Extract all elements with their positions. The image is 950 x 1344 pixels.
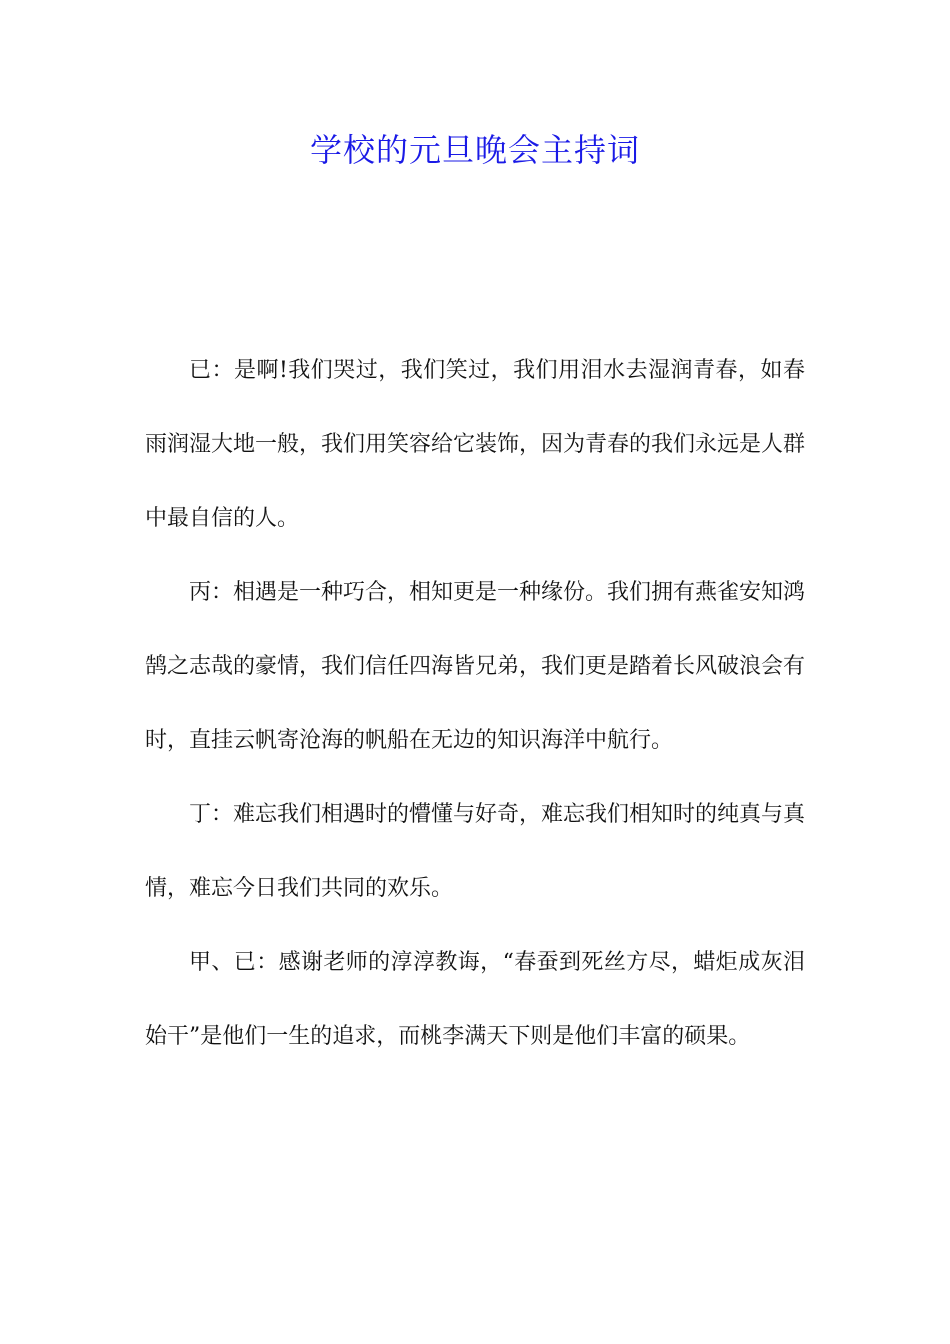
paragraph-1: 已：是啊!我们哭过，我们笑过，我们用泪水去湿润青春，如春雨润湿大地一般，我们用笑容给它装饰，因为青春的我们永远是人群中最自信的人。 [145,358,806,531]
document-body [145,334,805,1074]
document-title: 学校的元旦晚会主持词 [309,131,640,169]
paragraph-3: 丁：难忘我们相遇时的懵懂与好奇，难忘我们相知时的纯真与真情，难忘今日我们共同的欢乐。 [145,802,806,901]
paragraph-4: 甲、已：感谢老师的淳淳教诲，“春蚕到死丝方尽，蜡炬成灰泪始干”是他们一生的追求，而桃李满天下则是他们丰富的硕果。 [145,950,805,1049]
paragraph-2: 丙：相遇是一种巧合，相知更是一种缘份。我们拥有燕雀安知鸿鹄之志哉的豪情，我们信任四海皆兄弟，我们更是踏着长风破浪会有时，直挂云帆寄沧海的帆船在无边的知识海洋中航行。 [145,580,806,753]
